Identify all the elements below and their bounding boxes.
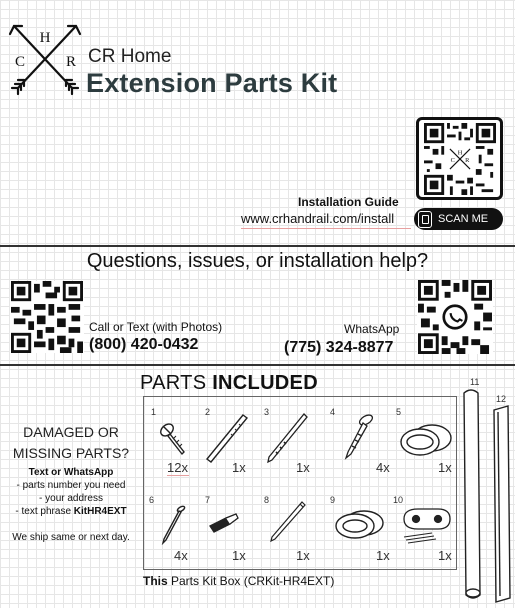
part-number: 2 xyxy=(205,407,211,417)
whatsapp-qr-code-icon[interactable] xyxy=(417,280,493,354)
scan-me-label: SCAN ME xyxy=(438,213,489,225)
rail-tube-icon xyxy=(458,387,488,605)
nail-icon xyxy=(158,503,188,545)
screwdriver-bit-icon xyxy=(264,412,310,466)
part-number: 11 xyxy=(470,377,480,387)
part-number: 12 xyxy=(496,394,507,404)
part-quantity: 1x xyxy=(376,548,390,563)
logo-letter-c: C xyxy=(14,54,26,70)
connector-sleeve-icon xyxy=(334,508,386,542)
instruction-bullet-3: - text phrase KitHR4EXT xyxy=(15,506,127,517)
damaged-line-1: DAMAGED OR xyxy=(23,424,119,440)
contact-instructions xyxy=(0,466,142,518)
part-quantity: 12x xyxy=(167,460,188,475)
instruction-bullet-2: - your address xyxy=(39,493,103,504)
part-quantity: 4x xyxy=(376,460,390,475)
part-number: 1 xyxy=(151,407,157,417)
part-quantity: 1x xyxy=(232,460,246,475)
part-quantity: 1x xyxy=(232,548,246,563)
qr-logo-letter-c: C xyxy=(450,156,455,164)
section-divider-top xyxy=(0,245,515,247)
call-or-text-label: Call or Text (with Photos) xyxy=(89,320,223,334)
call-qr-code-icon[interactable] xyxy=(10,281,84,353)
hex-bit-icon xyxy=(206,510,240,536)
rail-strip-icon xyxy=(490,404,514,606)
part-quantity: 1x xyxy=(296,548,310,563)
parts-heading xyxy=(140,372,318,395)
parts-heading-prefix: PARTS xyxy=(140,372,207,394)
part-number: 4 xyxy=(330,407,336,417)
pencil-icon xyxy=(266,499,308,545)
installation-guide-label: Installation Guide xyxy=(298,195,399,209)
part-quantity: 1x xyxy=(296,460,310,475)
kit-phrase: KitHR4EXT xyxy=(73,506,127,517)
qr-code-icon xyxy=(423,123,497,195)
help-heading: Questions, issues, or installation help? xyxy=(86,250,429,272)
brand-name: CR Home xyxy=(88,46,172,67)
logo-letter-h: H xyxy=(39,30,51,46)
instruction-bullet-1: - parts number you need xyxy=(16,480,126,491)
damaged-parts-heading xyxy=(0,422,142,464)
qr-logo-letter-r: R xyxy=(464,156,469,164)
section-divider-bottom xyxy=(0,364,515,366)
part-number: 7 xyxy=(205,495,211,505)
drill-bit-icon xyxy=(203,412,249,466)
part-number: 5 xyxy=(396,407,402,417)
logo-letter-r: R xyxy=(65,54,77,70)
damaged-line-2: MISSING PARTS? xyxy=(12,445,130,461)
end-cap-icon xyxy=(398,422,454,458)
screw-icon xyxy=(158,420,192,460)
phone-scan-icon xyxy=(418,211,432,228)
part-quantity: 4x xyxy=(174,548,188,563)
installation-url-link[interactable]: www.crhandrail.com/install xyxy=(241,211,395,226)
part-number: 8 xyxy=(264,495,270,505)
part-number: 10 xyxy=(393,495,404,505)
page-title: Extension Parts Kit xyxy=(86,68,338,98)
qr-logo-letter-h: H xyxy=(457,149,462,157)
bracket-plate-icon xyxy=(398,505,454,545)
wall-anchor-icon xyxy=(340,412,376,462)
part-number: 9 xyxy=(330,495,336,505)
parts-heading-bold: INCLUDED xyxy=(212,372,318,394)
install-qr-code[interactable] xyxy=(416,117,503,200)
text-or-whatsapp-label: Text or WhatsApp xyxy=(28,467,114,478)
whatsapp-label: WhatsApp xyxy=(344,322,400,336)
part-quantity: 1x xyxy=(438,460,452,475)
parts-kit-caption xyxy=(143,574,334,588)
call-phone-number[interactable]: (800) 420-0432 xyxy=(89,336,199,353)
ship-note: We ship same or next day. xyxy=(12,532,130,543)
part-number: 3 xyxy=(264,407,270,417)
caption-bold: This xyxy=(143,574,168,588)
caption-text: Parts Kit Box (CRKit-HR4EXT) xyxy=(167,574,335,588)
cr-home-logo xyxy=(8,22,82,98)
part-quantity: 1x xyxy=(438,548,452,563)
whatsapp-phone-number[interactable]: (775) 324-8877 xyxy=(284,339,394,356)
part-number: 6 xyxy=(149,495,155,505)
scan-me-button[interactable] xyxy=(414,208,503,230)
